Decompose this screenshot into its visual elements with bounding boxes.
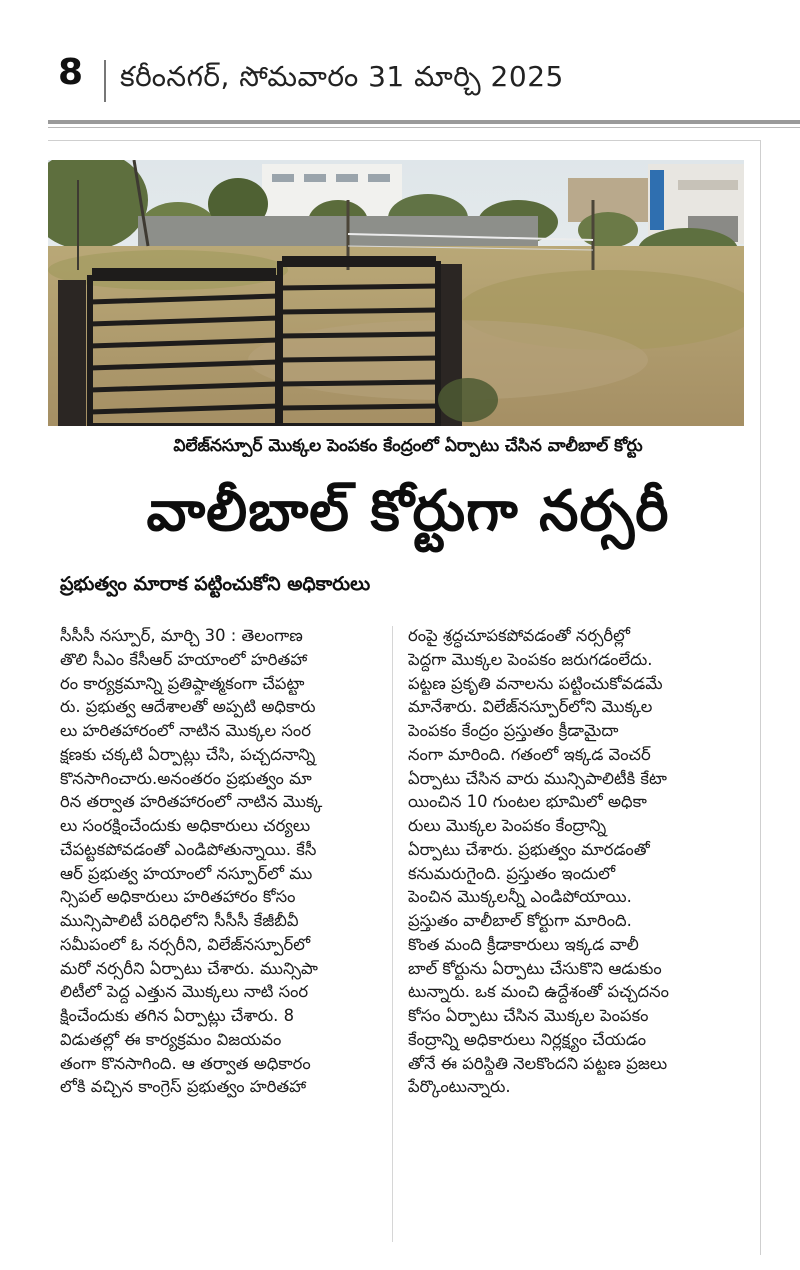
page-header <box>48 40 768 110</box>
body-line: న్సిపల్ అధికారులు హరితహారం కోసం <box>60 887 296 907</box>
body-line: పట్టణ ప్రకృతి వనాలను పట్టించుకోవడమే <box>408 673 663 693</box>
body-line: పెంపకం కేంద్రం ప్రస్తుతం క్రీడామైదా <box>408 721 619 740</box>
body-line: ఆర్ ప్రభుత్వ హయాంలో నస్పూర్‌లో ము <box>60 863 313 883</box>
body-line: తోనే ఈ పరిస్థితి నెలకొందని పట్టణ ప్రజలు <box>408 1053 668 1073</box>
body-line: క్షణకు చక్కటి ఏర్పాట్లు చేసి, పచ్చదనాన్ని <box>60 744 316 764</box>
body-line: రం కార్యక్రమాన్ని ప్రతిష్ఠాత్మకంగా చేపట్టా <box>60 673 305 693</box>
body-line: మున్సిపాలిటీ పరిధిలోని సీసీసీ కేజీబీవీ <box>60 911 299 930</box>
photo-caption: విలేజ్‌నస్పూర్ మొక్కల పెంపకం కేంద్రంలో ఏర్పాటు చేసిన వాలీబాల్ కోర్టు <box>173 436 643 456</box>
article-frame-top <box>48 140 760 141</box>
header-separator <box>104 60 106 102</box>
body-line: లోకి వచ్చిన కాంగ్రెస్ ప్రభుత్వం హరితహా <box>60 1077 307 1097</box>
body-line: సమీపంలో ఓ నర్సరీని, విలేజ్‌నస్పూర్‌లో <box>60 934 311 954</box>
body-line: ఏర్పాటు చేశారు. ప్రభుత్వం మారడంతో <box>408 839 650 859</box>
body-line: రులు మొక్కల పెంపకం కేంద్రాన్ని <box>408 816 607 835</box>
boundary-wall <box>138 216 538 246</box>
column-divider <box>392 626 393 1242</box>
body-line: కోసం ఏర్పాటు చేసిన మొక్కల పెంపకం <box>408 1006 649 1025</box>
body-line: లిటీలో పెద్ద ఎత్తున మొక్కలు నాటి సంర <box>60 982 309 1002</box>
body-line: సీసీసీ నస్పూర్, మార్చి 30 : తెలంగాణ <box>60 626 303 645</box>
body-line: ఏర్పాటు చేసిన వారు మున్సిపాలిటీకి కేటా <box>408 768 667 788</box>
page-number: 8 <box>58 52 84 93</box>
body-line: రు. ప్రభుత్వ ఆదేశాలతో అప్పటి అధికారు <box>60 697 316 717</box>
body-line: బాల్ కోర్టును ఏర్పాటు చేసుకొని ఆడుకుం <box>408 958 662 978</box>
body-line: పేర్కొంటున్నారు. <box>408 1077 511 1097</box>
article-column-left <box>60 624 390 1099</box>
body-line: క్షించేందుకు తగిన ఏర్పాట్లు చేశారు. 8 <box>60 1006 295 1025</box>
body-line: యించిన 10 గుంటల భూమిలో అధికా <box>408 792 647 812</box>
body-line: తంగా కొనసాగింది. ఆ తర్వాత అధికారం <box>60 1053 311 1073</box>
body-line: కొంత మంది క్రీడాకారులు ఇక్కడ వాలీ <box>408 934 639 954</box>
body-line: మరో నర్సరీని ఏర్పాటు చేశారు. మున్సిపా <box>60 958 318 978</box>
body-line: కేంద్రాన్ని అధికారులు నిర్లక్ష్యం చేయడం <box>408 1029 647 1049</box>
body-line: తొలి సీఎం కేసీఆర్ హయాంలో హరితహా <box>60 649 308 669</box>
body-line: చేపట్టకపోవడంతో ఎండిపోతున్నాయి. కేసీ <box>60 839 317 859</box>
body-line: మానేశారు. విలేజ్‌నస్పూర్‌లోని మొక్కల <box>408 697 653 717</box>
header-rule <box>48 120 800 124</box>
article-subheadline: ప్రభుత్వం మారాక పట్టించుకోని అధికారులు <box>60 573 371 595</box>
body-line: విడుతల్లో ఈ కార్యక్రమం విజయవం <box>60 1029 282 1049</box>
article-headline: వాలీబాల్ కోర్టుగా నర్సరీ <box>146 479 670 544</box>
body-line: కనుమరుగైంది. ప్రస్తుతం ఇందులో <box>408 863 616 883</box>
article-frame-right <box>760 140 761 1255</box>
body-line: లు సంరక్షించేందుకు అధికారులు చర్యలు <box>60 816 311 835</box>
body-line: పెద్దగా మొక్కల పెంపకం జరుగడంలేదు. <box>408 649 653 669</box>
body-line: రిన తర్వాత హరితహారంలో నాటిన మొక్క <box>60 792 323 812</box>
header-rule-thin <box>48 127 800 128</box>
article-column-right <box>408 624 738 1099</box>
body-line: లు హరితహారంలో నాటిన మొక్కల సంర <box>60 721 311 740</box>
body-line: కొనసాగించారు.అనంతరం ప్రభుత్వం మా <box>60 768 312 788</box>
body-line: ప్రస్తుతం వాలీబాల్ కోర్టుగా మారింది. <box>408 911 632 930</box>
body-line: నంగా మారింది. గతంలో ఇక్కడ వెంచర్ <box>408 744 651 764</box>
news-photo <box>48 160 744 426</box>
body-line: టున్నారు. ఒక మంచి ఉద్దేశంతో పచ్చదనం <box>408 982 669 1002</box>
dateline: కరీంనగర్, సోమవారం 31 మార్చి 2025 <box>120 60 564 93</box>
body-line: పెంచిన మొక్కలన్నీ ఎండిపోయాయి. <box>408 887 632 907</box>
body-line: రంపై శ్రద్ధచూపకపోవడంతో నర్సరీల్లో <box>408 626 630 645</box>
